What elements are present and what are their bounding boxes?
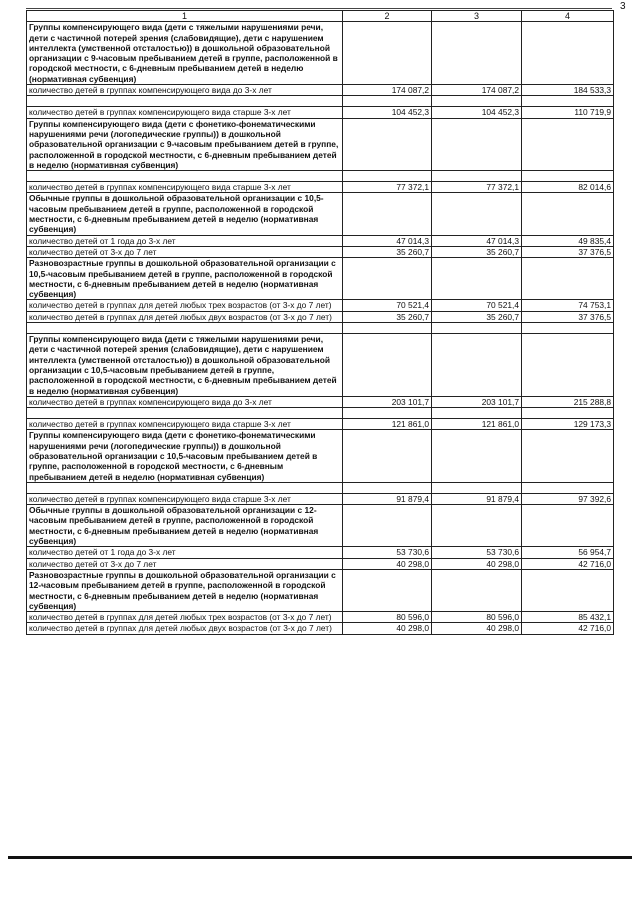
table-row [27, 182, 614, 193]
value-col-2: 40 298,0 [343, 558, 432, 569]
spacer-row [27, 482, 614, 493]
row-label: количество детей от 1 года до 3-х лет [27, 547, 343, 558]
row-label: количество детей в группах компенсирующего вида старше 3-х лет [27, 182, 343, 193]
value-col-2: 35 260,7 [343, 311, 432, 322]
value-col-4: 56 954,7 [522, 547, 614, 558]
empty-cell [343, 193, 432, 235]
value-col-3: 203 101,7 [432, 396, 522, 407]
spacer-cell [343, 96, 432, 107]
table-row [27, 419, 614, 430]
spacer-row [27, 96, 614, 107]
spacer-cell [27, 482, 343, 493]
empty-cell [432, 118, 522, 170]
value-col-3: 40 298,0 [432, 623, 522, 634]
empty-cell [432, 258, 522, 300]
table-row [27, 311, 614, 322]
group-heading-row [27, 569, 614, 611]
group-heading-row [27, 193, 614, 235]
group-heading-row [27, 505, 614, 547]
spacer-cell [432, 323, 522, 334]
table-row [27, 246, 614, 257]
spacer-cell [27, 171, 343, 182]
table-row [27, 396, 614, 407]
value-col-2: 174 087,2 [343, 85, 432, 96]
group-heading: Группы компенсирующего вида (дети с фонетико-фонематическими нарушениями речи (логопедические группы)) в дошкольной образовательной организации с 10,5-часовым пребыванием детей в группе, расположенной в городской местности, с 6-дневным пребыванием детей в неделю (нормативная субвенция) [27, 430, 343, 482]
row-label: количество детей в группах для детей любых двух возрастов (от 3-х до 7 лет) [27, 623, 343, 634]
empty-cell [432, 569, 522, 611]
value-col-3: 47 014,3 [432, 235, 522, 246]
spacer-cell [522, 482, 614, 493]
value-col-2: 104 452,3 [343, 107, 432, 118]
row-label: количество детей в группах компенсирующего вида до 3-х лет [27, 85, 343, 96]
table-row [27, 300, 614, 311]
table-row [27, 547, 614, 558]
row-label: количество детей от 3-х до 7 лет [27, 558, 343, 569]
page-number: 3 [620, 1, 626, 12]
value-col-4: 42 716,0 [522, 558, 614, 569]
group-heading-row [27, 334, 614, 397]
group-heading: Группы компенсирующего вида (дети с тяжелыми нарушениями речи, дети с частичной потерей зрения (слабовидящие), дети с нарушением интеллекта (умственной отсталостью)) в дошкольной образовательной организации с 10,5-часовым пребыванием детей в группе, расположенной в городской местности, с 6-дневным пребыванием детей в неделю (нормативная субвенция) [27, 334, 343, 397]
empty-cell [343, 505, 432, 547]
header-col-4: 4 [522, 11, 614, 22]
row-label: количество детей в группах для детей любых трех возрастов (от 3-х до 7 лет) [27, 612, 343, 623]
value-col-3: 80 596,0 [432, 612, 522, 623]
empty-cell [432, 430, 522, 482]
value-col-3: 91 879,4 [432, 493, 522, 504]
value-col-2: 70 521,4 [343, 300, 432, 311]
empty-cell [432, 193, 522, 235]
empty-cell [522, 22, 614, 85]
row-label: количество детей от 3-х до 7 лет [27, 246, 343, 257]
empty-cell [522, 118, 614, 170]
row-label: количество детей в группах для детей любых трех возрастов (от 3-х до 7 лет) [27, 300, 343, 311]
empty-cell [522, 569, 614, 611]
empty-cell [432, 334, 522, 397]
value-col-2: 80 596,0 [343, 612, 432, 623]
spacer-cell [522, 171, 614, 182]
value-col-3: 174 087,2 [432, 85, 522, 96]
spacer-row [27, 408, 614, 419]
empty-cell [343, 258, 432, 300]
empty-cell [343, 569, 432, 611]
value-col-3: 53 730,6 [432, 547, 522, 558]
spacer-row [27, 323, 614, 334]
row-label: количество детей в группах компенсирующего вида старше 3-х лет [27, 493, 343, 504]
spacer-cell [432, 171, 522, 182]
empty-cell [522, 334, 614, 397]
empty-cell [522, 193, 614, 235]
empty-cell [343, 118, 432, 170]
value-col-4: 184 533,3 [522, 85, 614, 96]
value-col-4: 82 014,6 [522, 182, 614, 193]
value-col-3: 70 521,4 [432, 300, 522, 311]
value-col-2: 35 260,7 [343, 246, 432, 257]
value-col-3: 77 372,1 [432, 182, 522, 193]
row-label: количество детей в группах компенсирующего вида старше 3-х лет [27, 419, 343, 430]
group-heading: Разновозрастные группы в дошкольной образовательной организации с 12-часовым пребыванием детей в группе, расположенной в городской местности, с 6-дневным пребыванием детей в неделю (нормативная субвенция) [27, 569, 343, 611]
group-heading: Обычные группы в дошкольной образовательной организации с 10,5-часовым пребыванием детей в группе, расположенной в городской местности, с 6-дневным пребыванием детей в неделю (нормативная субвенция) [27, 193, 343, 235]
group-heading-row [27, 118, 614, 170]
spacer-cell [27, 323, 343, 334]
spacer-cell [432, 408, 522, 419]
group-heading-row [27, 22, 614, 85]
spacer-cell [432, 482, 522, 493]
header-col-1: 1 [27, 11, 343, 22]
value-col-3: 104 452,3 [432, 107, 522, 118]
value-col-4: 215 288,8 [522, 396, 614, 407]
value-col-3: 121 861,0 [432, 419, 522, 430]
group-heading: Группы компенсирующего вида (дети с тяжелыми нарушениями речи, дети с частичной потерей зрения (слабовидящие), дети с нарушением интеллекта (умственной отсталостью)) в дошкольной образовательной организации с 9-часовым пребыванием детей в группе, расположенной в городской местности, с 6-дневным пребыванием детей в неделю (нормативная субвенция) [27, 22, 343, 85]
row-label: количество детей в группах компенсирующего вида старше 3-х лет [27, 107, 343, 118]
top-rule [26, 8, 612, 9]
empty-cell [522, 430, 614, 482]
spacer-cell [343, 323, 432, 334]
spacer-cell [522, 408, 614, 419]
value-col-2: 91 879,4 [343, 493, 432, 504]
header-col-2: 2 [343, 11, 432, 22]
value-col-2: 121 861,0 [343, 419, 432, 430]
empty-cell [343, 430, 432, 482]
group-heading-row [27, 258, 614, 300]
value-col-4: 49 835,4 [522, 235, 614, 246]
value-col-4: 129 173,3 [522, 419, 614, 430]
table-row [27, 493, 614, 504]
table-row [27, 623, 614, 634]
row-label: количество детей в группах для детей любых двух возрастов (от 3-х до 7 лет) [27, 311, 343, 322]
value-col-2: 77 372,1 [343, 182, 432, 193]
spacer-cell [343, 408, 432, 419]
empty-cell [522, 505, 614, 547]
header-col-3: 3 [432, 11, 522, 22]
value-col-4: 97 392,6 [522, 493, 614, 504]
row-label: количество детей в группах компенсирующего вида до 3-х лет [27, 396, 343, 407]
empty-cell [343, 22, 432, 85]
spacer-row [27, 171, 614, 182]
value-col-4: 74 753,1 [522, 300, 614, 311]
value-col-4: 85 432,1 [522, 612, 614, 623]
spacer-cell [522, 96, 614, 107]
spacer-cell [343, 482, 432, 493]
empty-cell [432, 22, 522, 85]
bottom-rule [8, 856, 632, 859]
empty-cell [343, 334, 432, 397]
value-col-4: 42 716,0 [522, 623, 614, 634]
spacer-cell [432, 96, 522, 107]
table-row [27, 107, 614, 118]
subvention-table [26, 10, 614, 635]
value-col-2: 53 730,6 [343, 547, 432, 558]
header-row [27, 11, 614, 22]
value-col-2: 40 298,0 [343, 623, 432, 634]
empty-cell [432, 505, 522, 547]
value-col-3: 35 260,7 [432, 311, 522, 322]
spacer-cell [522, 323, 614, 334]
table-row [27, 85, 614, 96]
group-heading: Группы компенсирующего вида (дети с фонетико-фонематическими нарушениями речи (логопедические группы)) в дошкольной образовательной организации с 9-часовым пребыванием детей в группе, расположенной в городской местности, с 6-дневным пребыванием детей в неделю (нормативная субвенция) [27, 118, 343, 170]
value-col-3: 40 298,0 [432, 558, 522, 569]
spacer-cell [27, 96, 343, 107]
value-col-4: 37 376,5 [522, 246, 614, 257]
table-row [27, 235, 614, 246]
value-col-2: 203 101,7 [343, 396, 432, 407]
value-col-2: 47 014,3 [343, 235, 432, 246]
value-col-3: 35 260,7 [432, 246, 522, 257]
value-col-4: 110 719,9 [522, 107, 614, 118]
value-col-4: 37 376,5 [522, 311, 614, 322]
empty-cell [522, 258, 614, 300]
group-heading: Обычные группы в дошкольной образовательной организации с 12-часовым пребыванием детей в группе, расположенной в городской местности, с 6-дневным пребыванием детей в неделю (нормативная субвенция) [27, 505, 343, 547]
spacer-cell [343, 171, 432, 182]
group-heading: Разновозрастные группы в дошкольной образовательной организации с 10,5-часовым пребыванием детей в группе, расположенной в городской местности, с 6-дневным пребыванием детей в неделю (нормативная субвенция) [27, 258, 343, 300]
table-row [27, 612, 614, 623]
group-heading-row [27, 430, 614, 482]
spacer-cell [27, 408, 343, 419]
table-body [27, 11, 614, 635]
table-row [27, 558, 614, 569]
row-label: количество детей от 1 года до 3-х лет [27, 235, 343, 246]
